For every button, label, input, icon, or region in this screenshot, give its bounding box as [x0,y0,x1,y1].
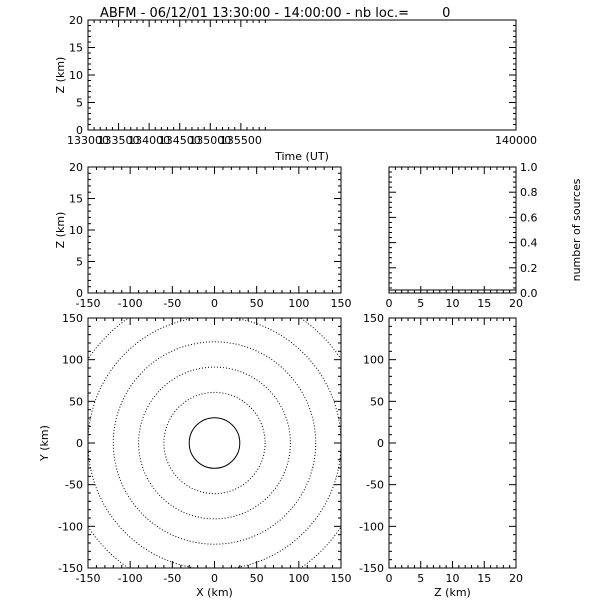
x-tick-label: 100 [288,297,310,310]
y-tick-label: 0 [76,437,83,450]
x-tick-label: 0 [211,572,218,585]
x-tick-label: -150 [75,297,101,310]
y-tick-label: 10 [69,69,83,82]
range-ring [113,342,315,544]
x-tick-label: 133500 [97,134,140,147]
y-tick-label: 50 [370,395,384,409]
height_histogram-frame [389,167,516,293]
y-tick-label: 0.8 [520,186,538,200]
x-tick-label: 135000 [189,134,232,147]
x-tick-label: 0 [385,572,393,585]
x-tick-label: 15 [477,572,492,585]
y-tick-label: 0.4 [520,236,538,250]
range-rings [63,291,367,595]
x-tick-label: 150 [330,572,352,585]
x-tick-label: -100 [117,297,143,310]
y-tick-label: 0 [76,124,83,137]
height_y-panel [359,312,523,599]
y-tick-label: 100 [363,353,384,367]
time_height-frame [88,20,516,130]
y-tick-label: 1.0 [520,161,538,174]
x-tick-label: 133000 [67,134,109,147]
plan_view-frame [88,318,341,568]
x-tick-label: 0 [385,297,393,310]
x-axis-label: X (km) [196,586,233,599]
y-tick-label: 15 [69,192,83,206]
x-tick-label: -50 [163,572,182,585]
y-tick-label: 10 [69,224,83,237]
x-tick-label: 135500 [219,134,262,147]
y-axis-label: Y (km) [38,425,51,461]
x-tick-label: 20 [509,572,523,585]
y-tick-label: -50 [65,478,83,492]
y-tick-label: 150 [363,312,384,325]
y-axis-label: number of sources [570,178,583,282]
y-tick-label: 0.6 [520,211,538,225]
x-tick-label: -100 [117,572,143,585]
x-tick-label: 15 [477,297,492,310]
y-tick-label: 20 [69,14,83,27]
figure-title: ABFM - 06/12/01 13:30:00 - 14:00:00 - nb loc.= 0 [100,6,451,21]
y-tick-label: 100 [62,353,83,367]
x_height-panel [54,161,352,310]
x-tick-label: 134000 [128,134,171,147]
y-axis-label: Z (km) [54,211,67,249]
y-tick-label: 15 [69,41,83,55]
x-axis-label: Z (km) [434,586,471,599]
y-tick-label: 0 [377,437,384,450]
height_y-frame [389,318,516,568]
x-tick-label: 0 [211,297,218,310]
y-tick-label: 0.0 [520,287,538,300]
y-tick-label: -100 [58,520,83,534]
x-tick-label: 134500 [158,134,201,147]
x-tick-label: -50 [163,297,182,310]
x-axis-label: Time (UT) [275,150,329,163]
x-tick-label: 100 [288,572,310,585]
x_height-frame [88,167,341,293]
y-tick-label: 5 [76,255,83,269]
x-tick-label: 20 [509,297,523,310]
range-ring [139,367,291,519]
y-axis-label: Z (km) [54,56,67,94]
y-tick-label: 5 [76,96,83,110]
x-tick-label: -150 [75,572,101,585]
range-ring [164,392,265,493]
height_histogram-panel [386,161,584,310]
y-tick-label: -50 [366,478,384,492]
range-ring [88,317,341,570]
y-tick-label: -150 [58,562,83,575]
x-tick-label: 140000 [495,134,537,147]
x-tick-label: 5 [417,297,425,310]
y-tick-label: 0 [76,287,83,300]
x-tick-label: 150 [330,297,352,310]
x-tick-label: 50 [249,297,264,310]
x-tick-label: 5 [417,572,425,585]
time_height-panel [54,14,537,163]
y-tick-label: 0.2 [520,261,538,275]
y-tick-label: -100 [359,520,384,534]
x-tick-label: 10 [445,572,460,585]
x-tick-label: 50 [249,572,264,585]
range-ring [63,291,367,595]
x-tick-label: 10 [445,297,460,310]
plan_view-panel [38,291,366,599]
range-ring [189,418,240,469]
y-tick-label: -150 [359,562,384,575]
y-tick-label: 20 [69,161,83,174]
y-tick-label: 50 [69,395,83,409]
y-tick-label: 150 [62,312,83,325]
